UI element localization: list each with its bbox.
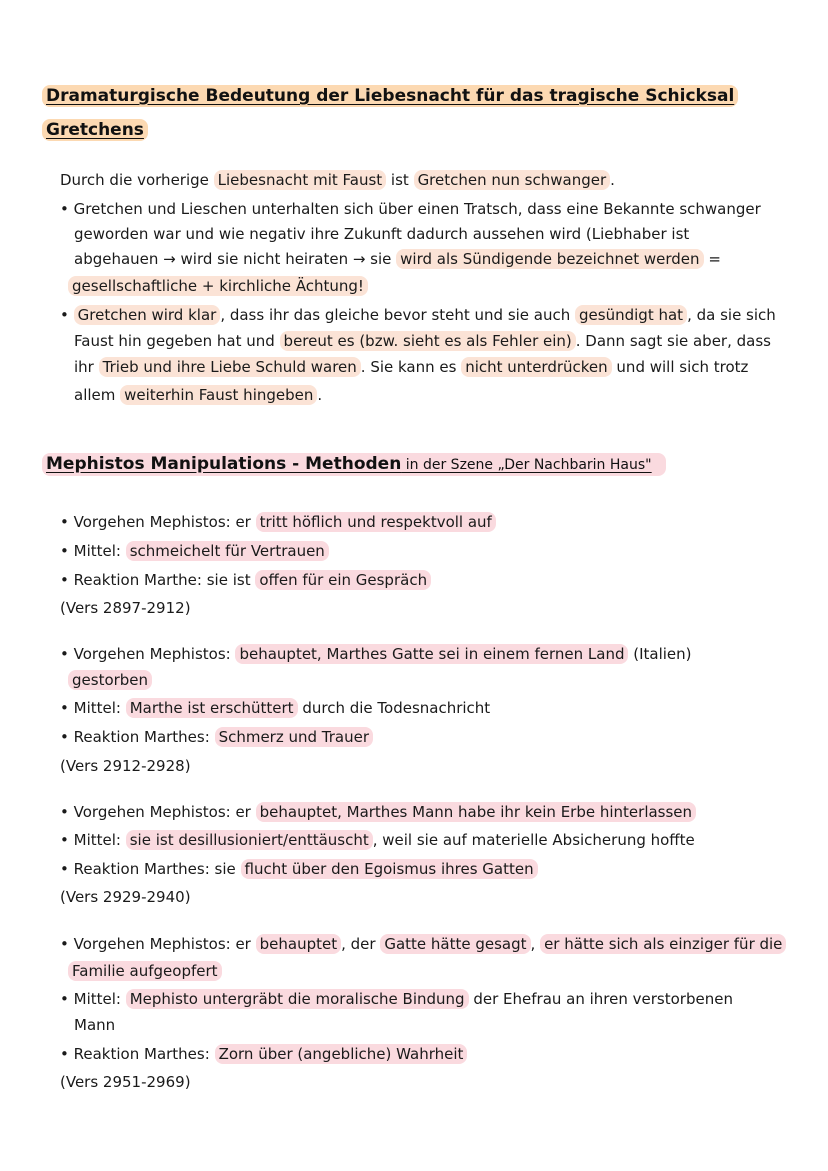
bullet-dot: •: [60, 1045, 69, 1063]
text: Gretchen und Lieschen unterhalten sich über einen Tratsch, dass eine Bekannte schwanger: [73, 200, 761, 218]
g4-mittel: [60, 988, 733, 1010]
s1-bullet2-line1: [60, 304, 776, 326]
text: . Sie kann es: [360, 358, 462, 376]
text: Vorgehen Mephistos: er: [73, 803, 256, 821]
g1-reaktion: [60, 569, 431, 591]
g4-reaktion: [60, 1043, 467, 1065]
g4-mittel-line2: [74, 1014, 115, 1036]
text: .: [317, 386, 323, 404]
section2-title-bold: Mephistos Manipulations - Methoden: [46, 454, 402, 474]
g1-verse: (Vers 2897-2912): [60, 599, 191, 617]
text: Reaktion Marthes:: [73, 728, 215, 746]
bullet-dot: •: [60, 306, 69, 324]
bullet-dot: •: [60, 200, 69, 218]
s1-bullet1-line1: [60, 198, 761, 220]
text: ihr: [74, 358, 99, 376]
g2-vorgehen: [60, 643, 692, 665]
g3-mittel: [60, 829, 695, 851]
s1-bullet2-line3: [74, 356, 748, 378]
highlight: gesellschaftliche + kirchliche Ächtung!: [68, 276, 368, 296]
intro-text: .: [610, 171, 615, 189]
section2-title-wrap: [42, 453, 666, 476]
text: ,: [530, 935, 541, 953]
highlight: behauptet: [256, 934, 341, 954]
highlight: weiterhin Faust hingeben: [120, 385, 317, 405]
text: Mann: [74, 1016, 116, 1034]
highlight: Gatte hätte gesagt: [380, 934, 530, 954]
intro-text: ist: [386, 171, 414, 189]
g2-vorgehen-line2: [68, 669, 152, 691]
intro-text: Durch die vorherige: [60, 171, 214, 189]
bullet-dot: •: [60, 990, 69, 1008]
text: Reaktion Marthes:: [73, 1045, 215, 1063]
highlight: nicht unterdrücken: [461, 357, 611, 377]
section1-title-line1-wrap: [42, 85, 738, 107]
bullet-dot: •: [60, 645, 69, 663]
s1-bullet1-line2: [74, 223, 689, 245]
section1-title-line2-wrap: [42, 119, 148, 141]
highlight: Gretchen wird klar: [74, 305, 221, 325]
text: Mittel:: [73, 990, 126, 1008]
text: der Ehefrau an ihren verstorbenen: [468, 990, 733, 1008]
g1-mittel: [60, 540, 329, 562]
text: , dass ihr das gleiche bevor steht und sie auch: [220, 306, 576, 324]
text: abgehauen → wird sie nicht heiraten → sie: [74, 250, 397, 268]
text: , da sie sich: [687, 306, 776, 324]
text: allem: [74, 386, 121, 404]
highlight: Zorn über (angebliche) Wahrheit: [215, 1044, 468, 1064]
text: Mittel:: [73, 542, 126, 560]
bullet-dot: •: [60, 831, 69, 849]
text: Mittel:: [73, 699, 126, 717]
highlight: offen für ein Gespräch: [255, 570, 431, 590]
bullet-dot: •: [60, 513, 69, 531]
highlight: behauptet, Marthes Mann habe ihr kein Erbe hinterlassen: [256, 802, 696, 822]
highlight: sie ist desillusioniert/enttäuscht: [126, 830, 373, 850]
text: durch die Todesnachricht: [297, 699, 491, 717]
bullet-dot: •: [60, 935, 69, 953]
section1-title-line1: Dramaturgische Bedeutung der Liebesnacht für das tragische Schicksal: [42, 85, 738, 107]
highlight: Mephisto untergräbt die moralische Bindung: [126, 989, 469, 1009]
text: . Dann sagt sie aber, dass: [575, 332, 771, 350]
section2-title: [42, 453, 666, 476]
text: (Italien): [628, 645, 692, 663]
g2-verse: (Vers 2912-2928): [60, 757, 191, 775]
s1-bullet2-line2: [74, 330, 771, 352]
bullet-dot: •: [60, 571, 69, 589]
highlight: gestorben: [68, 670, 152, 690]
highlight: Marthe ist erschüttert: [126, 698, 298, 718]
text: =: [703, 250, 721, 268]
g2-mittel: [60, 697, 490, 719]
highlight: tritt höflich und respektvoll auf: [256, 512, 496, 532]
highlight: flucht über den Egoismus ihres Gatten: [241, 859, 538, 879]
section1-title-line2: Gretchens: [42, 119, 148, 141]
s1-bullet1-line3: [74, 248, 721, 270]
g4-vorgehen: [60, 933, 786, 955]
section1-intro: [60, 169, 615, 191]
g3-verse: (Vers 2929-2940): [60, 888, 191, 906]
bullet-dot: •: [60, 860, 69, 878]
bullet-dot: •: [60, 728, 69, 746]
g4-verse: (Vers 2951-2969): [60, 1073, 191, 1091]
g1-vorgehen: [60, 511, 496, 533]
bullet-dot: •: [60, 699, 69, 717]
text: Vorgehen Mephistos: er: [73, 935, 256, 953]
highlight: Familie aufgeopfert: [68, 961, 222, 981]
bullet-dot: •: [60, 803, 69, 821]
section2-title-rest: in der Szene „Der Nachbarin Haus": [401, 457, 652, 473]
text: und will sich trotz: [611, 358, 749, 376]
highlight: bereut es (bzw. sieht es als Fehler ein): [280, 331, 576, 351]
text: , der: [341, 935, 381, 953]
text: Reaktion Marthe: sie ist: [73, 571, 256, 589]
highlight: er hätte sich als einziger für die: [540, 934, 786, 954]
intro-highlight-1: Liebesnacht mit Faust: [214, 170, 387, 190]
highlight: Trieb und ihre Liebe Schuld waren: [99, 357, 361, 377]
highlight: gesündigt hat: [575, 305, 687, 325]
text: Mittel:: [73, 831, 126, 849]
text: geworden war und wie negativ ihre Zukunft dadurch aussehen wird (Liebhaber ist: [74, 225, 690, 243]
text: , weil sie auf materielle Absicherung hoffte: [372, 831, 695, 849]
bullet-dot: •: [60, 542, 69, 560]
intro-highlight-2: Gretchen nun schwanger: [414, 170, 611, 190]
text: Vorgehen Mephistos: er: [73, 513, 256, 531]
s1-bullet1-line4: [68, 275, 368, 297]
highlight: wird als Sündigende bezeichnet werden: [396, 249, 703, 269]
highlight: schmeichelt für Vertrauen: [126, 541, 329, 561]
highlight: behauptet, Marthes Gatte sei in einem fernen Land: [235, 644, 628, 664]
text: Faust hin gegeben hat und: [74, 332, 280, 350]
s1-bullet2-line4: [74, 384, 322, 406]
text: Vorgehen Mephistos:: [73, 645, 236, 663]
g4-vorgehen-line2: [68, 960, 222, 982]
highlight: Schmerz und Trauer: [215, 727, 373, 747]
g3-vorgehen: [60, 801, 696, 823]
g2-reaktion: [60, 726, 373, 748]
g3-reaktion: [60, 858, 538, 880]
text: Reaktion Marthes: sie: [73, 860, 241, 878]
